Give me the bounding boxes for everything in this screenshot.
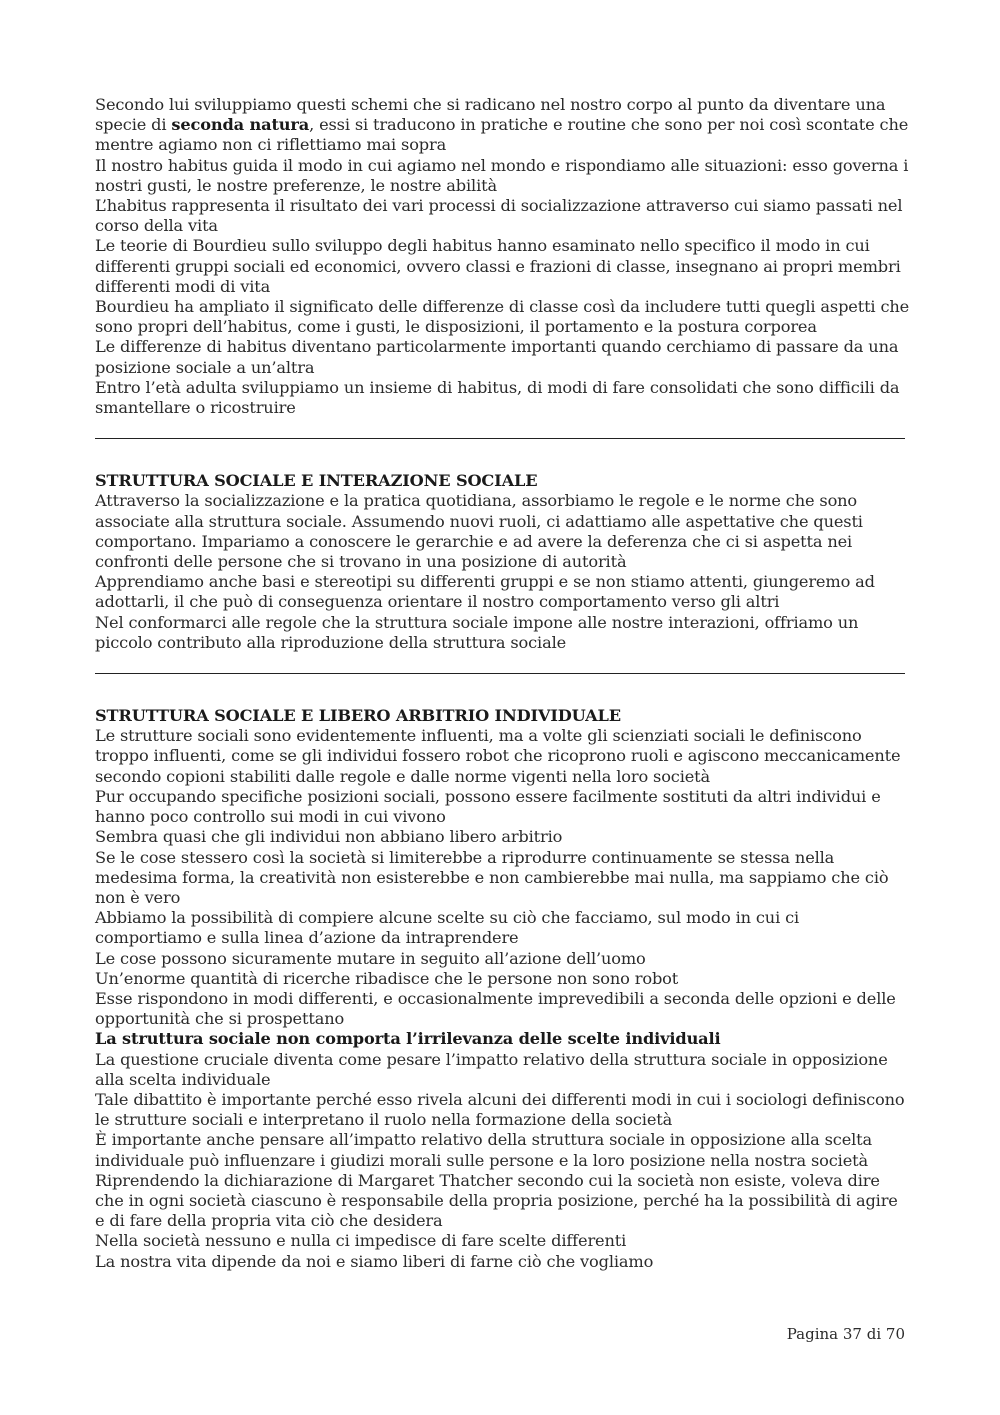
paragraph: Apprendiamo anche basi e stereotipi su differenti gruppi e se non stiamo attenti, giungeremo ad adottarli, il che può di conseguenza orientare il nostro comportamento verso gli altri (95, 572, 875, 612)
section-heading: STRUTTURA SOCIALE E INTERAZIONE SOCIALE (95, 471, 538, 491)
paragraph: Un’enorme quantità di ricerche ribadisce che le persone non sono robot (95, 968, 679, 988)
paragraph: Nella società nessuno e nulla ci impedisce di fare scelte differenti (95, 1231, 627, 1251)
section-gap (95, 439, 910, 471)
paragraph: Riprendendo la dichiarazione di Margaret Thatcher secondo cui la società non esiste, voleva dire che in ogni società ciascuno è responsabile della propria posizione, perché ha la possibilità di agire e di fare della propria vita ciò che desidera (95, 1170, 898, 1231)
paragraph: Le cose possono sicuramente mutare in seguito all’azione dell’uomo (95, 948, 646, 968)
paragraph: Esse rispondono in modi differenti, e occasionalmente imprevedibili a seconda delle opzioni e delle opportunità che si prospettano (95, 988, 896, 1029)
bold-statement: La struttura sociale non comporta l’irrilevanza delle scelte individuali (95, 1029, 721, 1049)
paragraph: La nostra vita dipende da noi e siamo liberi di farne ciò che vogliamo (95, 1251, 654, 1271)
bold-term: seconda natura (171, 115, 310, 135)
paragraph: Le differenze di habitus diventano particolarmente importanti quando cerchiamo di passare da una posizione sociale a un’altra (95, 337, 899, 377)
page-body (95, 95, 910, 1272)
paragraph: Le strutture sociali sono evidentemente influenti, ma a volte gli scienziati sociali le definiscono troppo influenti, come se gli individui fossero robot che ricoprono ruoli e agiscono meccanicamente secondo copioni stabiliti dalle regole e dalle norme vigenti nella loro società (95, 726, 901, 786)
paragraph: È importante anche pensare all’impatto relativo della struttura sociale in opposizione alla scelta individuale può influenzare i giudizi morali sulle persone e la loro posizione nella nostra società (95, 1130, 873, 1170)
paragraph (95, 95, 910, 156)
paragraph: Se le cose stessero così la società si limiterebbe a riprodurre continuamente se stessa nella medesima forma, la creatività non esisterebbe e non cambierebbe mai nulla, ma sappiamo che ciò non è vero (95, 847, 889, 907)
paragraph: Abbiamo la possibilità di compiere alcune scelte su ciò che facciamo, sul modo in cui ci comportiamo e sulla linea d’azione da intraprendere (95, 908, 800, 948)
paragraph: Entro l’età adulta sviluppiamo un insieme di habitus, di modi di fare consolidati che sono difficili da smantellare o ricostruire (95, 377, 900, 418)
section-heading: STRUTTURA SOCIALE E LIBERO ARBITRIO INDIVIDUALE (95, 706, 621, 726)
page-number: Pagina 37 di 70 (786, 1325, 905, 1343)
paragraph-text: , essi si traducono in pratiche e routine che sono per noi così scontate che mentre agiamo non ci riflettiamo mai sopra (95, 115, 909, 155)
paragraph: Sembra quasi che gli individui non abbiano libero arbitrio (95, 827, 563, 847)
paragraph: Pur occupando specifiche posizioni sociali, possono essere facilmente sostituti da altri individui e hanno poco controllo sui modi in cui vivono (95, 786, 881, 827)
paragraph: Attraverso la socializzazione e la pratica quotidiana, assorbiamo le regole e le norme che sono associate alla struttura sociale. Assumendo nuovi ruoli, ci adattiamo alle aspettative che questi comportano. Impariamo a conoscere le gerarchie e ad avere la deferenza che ci si aspetta nei confronti delle persone che si trovano in una posizione di autorità (95, 491, 863, 572)
paragraph-text: Secondo lui sviluppiamo questi schemi che si radicano nel nostro corpo al punto da diventare una specie di (95, 95, 886, 135)
paragraph: Il nostro habitus guida il modo in cui agiamo nel mondo e rispondiamo alle situazioni: esso governa i nostri gusti, le nostre preferenze, le nostre abilità (95, 155, 909, 195)
paragraph: L’habitus rappresenta il risultato dei vari processi di socializzazione attraverso cui siamo passati nel corso della vita (95, 196, 903, 236)
paragraph: Bourdieu ha ampliato il significato delle differenze di classe così da includere tutti quegli aspetti che sono propri dell’habitus, come i gusti, le disposizioni, il portamento e la postura corporea (95, 297, 910, 337)
paragraph: Tale dibattito è importante perché esso rivela alcuni dei differenti modi in cui i sociologi definiscono le strutture sociali e interpretano il ruolo nella formazione della società (95, 1089, 905, 1130)
paragraph: La questione cruciale diventa come pesare l’impatto relativo della struttura sociale in opposizione alla scelta individuale (95, 1049, 888, 1089)
paragraph: Nel conformarci alle regole che la struttura sociale impone alle nostre interazioni, offriamo un piccolo contributo alla riproduzione della struttura sociale (95, 612, 859, 652)
paragraph: Le teorie di Bourdieu sullo sviluppo degli habitus hanno esaminato nello specifico il modo in cui differenti gruppi sociali ed economici, ovvero classi e frazioni di classe, insegnano ai propri membri differenti modi di vita (95, 236, 901, 296)
section-gap (95, 674, 910, 706)
